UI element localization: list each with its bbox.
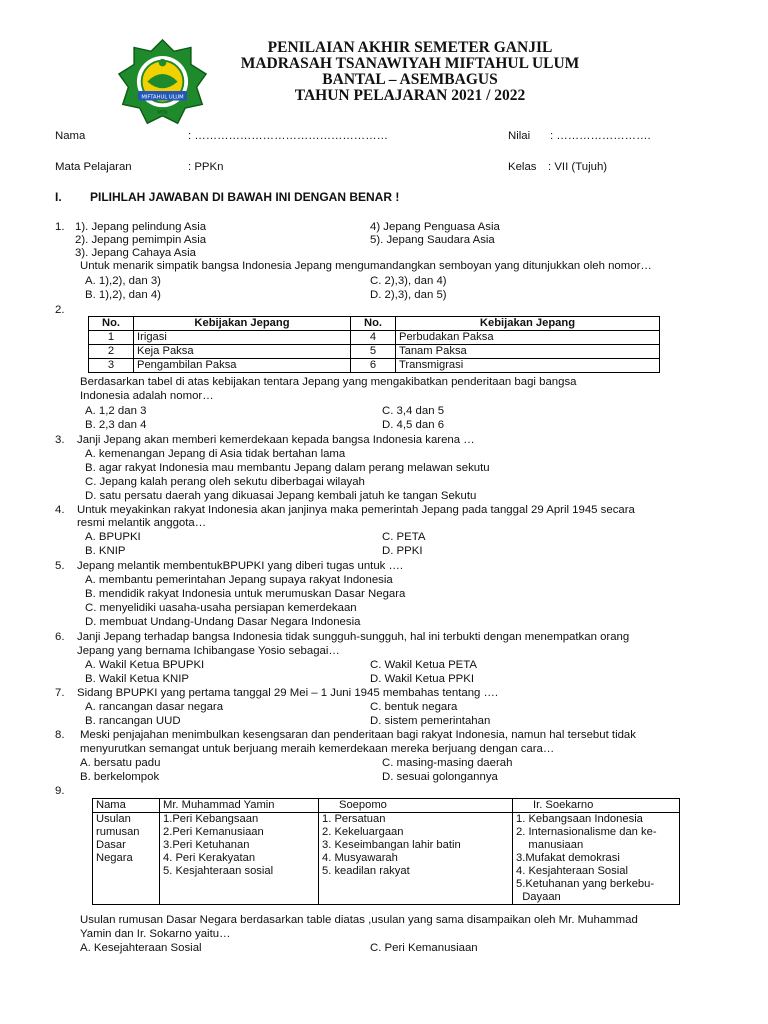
class-label: Kelas xyxy=(508,161,537,173)
q2-option-d[interactable]: D. 4,5 dan 6 xyxy=(382,419,445,431)
soepomo-proposal-cell xyxy=(319,813,513,905)
yamin-proposal-cell xyxy=(160,813,319,905)
q2-text-line1: Berdasarkan tabel di atas kebijakan tentara Jepang yang mengakibatkan penderitaan bagi bangsa xyxy=(80,376,577,388)
q3-text: Janji Jepang akan memberi kemerdekaan kepada bangsa Indonesia karena … xyxy=(77,434,475,446)
header-year: TAHUN PELAJARAN 2021 / 2022 xyxy=(294,87,526,104)
q9-text-line2: Yamin dan Ir. Sokarno yaitu… xyxy=(80,928,231,940)
list-item: 2. Internasionalisme dan ke- xyxy=(516,826,657,838)
q2-number: 2. xyxy=(55,304,65,316)
q8-option-c[interactable]: C. masing-masing daerah xyxy=(382,757,513,769)
table-cell: 1 xyxy=(89,331,134,345)
table-cell: Pengambilan Paksa xyxy=(134,359,351,373)
table-cell: Transmigrasi xyxy=(396,359,660,373)
q5-option-a[interactable]: A. membantu pemerintahan Jepang supaya rakyat Indonesia xyxy=(85,574,393,586)
row-label-line: Negara xyxy=(96,852,133,864)
q8-option-a[interactable]: A. bersatu padu xyxy=(80,757,161,769)
table-cell: 4 xyxy=(351,331,396,345)
list-item: Dayaan xyxy=(516,891,561,903)
table-cell: Keja Paksa xyxy=(134,345,351,359)
proposal-table xyxy=(92,798,680,905)
q7-text: Sidang BPUPKI yang pertama tanggal 29 Mei – 1 Juni 1945 membahas tentang …. xyxy=(77,687,499,699)
q8-text-line2: menyurutkan semangat untuk berjuang meraih kemerdekaan mereka berjuang dengan cara… xyxy=(80,743,555,755)
q9-option-c[interactable]: C. Peri Kemanusiaan xyxy=(370,942,478,954)
q9-text-line1: Usulan rumusan Dasar Negara berdasarkan table diatas ,usulan yang sama disampaikan oleh Mr. Muhammad xyxy=(80,914,638,926)
table-row xyxy=(89,345,660,359)
table-cell: 3 xyxy=(89,359,134,373)
q6-option-b[interactable]: B. Wakil Ketua KNIP xyxy=(85,673,190,685)
school-emblem-icon xyxy=(115,38,210,128)
q4-text-line2: resmi melantik anggota… xyxy=(77,517,207,529)
q8-number: 8. xyxy=(55,729,65,741)
q8-option-d[interactable]: D. sesuai golongannya xyxy=(382,771,498,783)
list-item: 5. Kesjahteraan sosial xyxy=(163,865,274,877)
table-cell: Tanam Paksa xyxy=(396,345,660,359)
table-cell: 6 xyxy=(351,359,396,373)
row-label-line: Usulan xyxy=(96,813,131,825)
q2-option-c[interactable]: C. 3,4 dan 5 xyxy=(382,405,445,417)
q4-text-line1: Untuk meyakinkan rakyat Indonesia akan janjinya maka pemerintah Jepang pada tanggal 29 April 1945 secara xyxy=(77,504,635,516)
q1-text: Untuk menarik simpatik bangsa Indonesia Jepang mengumandangkan semboyan yang ditunjukkan oleh nomor… xyxy=(80,260,652,272)
header-title: PENILAIAN AKHIR SEMETER GANJIL xyxy=(267,39,553,56)
svg-text:MIFTAHUL ULUM: MIFTAHUL ULUM xyxy=(141,94,184,101)
q9-number: 9. xyxy=(55,785,65,797)
list-item: 4. Peri Kerakyatan xyxy=(163,852,256,864)
q6-option-c[interactable]: C. Wakil Ketua PETA xyxy=(370,659,477,671)
list-item: 1.Peri Kebangsaan xyxy=(163,813,259,825)
q3-number: 3. xyxy=(55,434,65,446)
q1-option-a[interactable]: A. 1),2), dan 3) xyxy=(85,275,161,287)
list-item: 3.Peri Ketuhanan xyxy=(163,839,250,851)
q6-text-line1: Janji Jepang terhadap bangsa Indonesia tidak sungguh-sungguh, hal ini terbukti dengan menempatkan orang xyxy=(77,631,630,643)
list-item: manusiaan xyxy=(516,839,584,851)
q1-option-b[interactable]: B. 1),2), dan 4) xyxy=(85,289,161,301)
table-header: Mr. Muhammad Yamin xyxy=(160,799,319,813)
q1-statement-2: 2). Jepang pemimpin Asia xyxy=(75,234,207,246)
q2-option-a[interactable]: A. 1,2 dan 3 xyxy=(85,405,147,417)
q7-option-c[interactable]: C. bentuk negara xyxy=(370,701,458,713)
svg-text:MTs: MTs xyxy=(157,109,168,116)
table-header-row xyxy=(89,317,660,331)
q6-text-line2: Jepang yang bernama Ichibangase Yosio sebagai… xyxy=(77,645,340,657)
q7-option-d[interactable]: D. sistem pemerintahan xyxy=(370,715,491,727)
exam-header xyxy=(200,40,620,104)
policy-table xyxy=(88,316,660,373)
list-item: 2. Kekeluargaan xyxy=(322,826,404,838)
table-cell: 5 xyxy=(351,345,396,359)
table-cell: Irigasi xyxy=(134,331,351,345)
list-item: 1. Persatuan xyxy=(322,813,386,825)
q5-option-b[interactable]: B. mendidik rakyat Indonesia untuk merumuskan Dasar Negara xyxy=(85,588,406,600)
class-value: : VII (Tujuh) xyxy=(548,161,608,173)
list-item: 2.Peri Kemanusiaan xyxy=(163,826,264,838)
table-header-row xyxy=(93,799,680,813)
table-row xyxy=(93,813,680,905)
subject-label: Mata Pelajaran xyxy=(55,161,132,173)
q4-option-b[interactable]: B. KNIP xyxy=(85,545,126,557)
list-item: 5.Ketuhanan yang berkebu- xyxy=(516,878,655,890)
q9-option-a[interactable]: A. Kesejahteraan Sosial xyxy=(80,942,202,954)
q4-option-a[interactable]: A. BPUPKI xyxy=(85,531,141,543)
q8-text-line1: Meski penjajahan menimbulkan kesengsaran dan penderitaan bagi rakyat Indonesia, namun hal tersebut tidak xyxy=(80,729,636,741)
q1-number: 1. xyxy=(55,221,65,233)
table-header: Ir. Soekarno xyxy=(513,799,680,813)
q2-option-b[interactable]: B. 2,3 dan 4 xyxy=(85,419,147,431)
q7-number: 7. xyxy=(55,687,65,699)
row-label-line: rumusan xyxy=(96,826,140,838)
list-item: 1. Kebangsaan Indonesia xyxy=(516,813,643,825)
q7-option-b[interactable]: B. rancangan UUD xyxy=(85,715,181,727)
q5-option-c[interactable]: C. menyelidiki uasaha-usaha persiapan kemerdekaan xyxy=(85,602,357,614)
q6-number: 6. xyxy=(55,631,65,643)
q3-option-b[interactable]: B. agar rakyat Indonesia mau membantu Jepang dalam perang melawan sekutu xyxy=(85,462,490,474)
name-field[interactable]: : …………………………………………… xyxy=(188,130,388,142)
q3-option-d[interactable]: D. satu persatu daerah yang dikuasai Jepang kembali jatuh ke tangan Sekutu xyxy=(85,490,477,502)
q5-option-d[interactable]: D. membuat Undang-Undang Dasar Negara Indonesia xyxy=(85,616,361,628)
list-item: 4. Kesjahteraan Sosial xyxy=(516,865,628,877)
table-header: No. xyxy=(351,317,396,331)
q4-number: 4. xyxy=(55,504,65,516)
q1-option-c[interactable]: C. 2),3), dan 4) xyxy=(370,275,447,287)
table-header: Nama xyxy=(93,799,160,813)
q5-number: 5. xyxy=(55,560,65,572)
q5-text: Jepang melantik membentukBPUPKI yang diberi tugas untuk …. xyxy=(77,560,404,572)
list-item: 4. Musyawarah xyxy=(322,852,398,864)
score-label: Nilai xyxy=(508,130,531,142)
section-number: I. xyxy=(55,190,62,204)
table-cell: Perbudakan Paksa xyxy=(396,331,660,345)
q1-statement-4: 4) Jepang Penguasa Asia xyxy=(370,221,500,233)
q7-option-a[interactable]: A. rancangan dasar negara xyxy=(85,701,224,713)
table-row xyxy=(89,331,660,345)
table-cell: 2 xyxy=(89,345,134,359)
q8-option-b[interactable]: B. berkelompok xyxy=(80,771,160,783)
subject-value: : PPKn xyxy=(188,161,224,173)
soekarno-proposal-cell xyxy=(513,813,680,905)
row-label-cell xyxy=(93,813,160,905)
table-row xyxy=(89,359,660,373)
q6-option-a[interactable]: A. Wakil Ketua BPUPKI xyxy=(85,659,205,671)
q1-statement-3: 3). Jepang Cahaya Asia xyxy=(75,247,196,259)
row-label-line: Dasar xyxy=(96,839,126,851)
list-item: 3.Mufakat demokrasi xyxy=(516,852,620,864)
q3-option-a[interactable]: A. kemenangan Jepang di Asia tidak bertahan lama xyxy=(85,448,346,460)
q6-option-d[interactable]: D. Wakil Ketua PPKI xyxy=(370,673,475,685)
header-location: BANTAL – ASEMBAGUS xyxy=(322,71,498,88)
list-item: 3. Keseimbangan lahir batin xyxy=(322,839,461,851)
section-title: PILIHLAH JAWABAN DI BAWAH INI DENGAN BENAR ! xyxy=(90,190,400,204)
q1-statement-1: 1). Jepang pelindung Asia xyxy=(75,221,207,233)
table-header: Kebijakan Jepang xyxy=(134,317,351,331)
table-header: Kebijakan Jepang xyxy=(396,317,660,331)
q2-text-line2: Indonesia adalah nomor… xyxy=(80,390,214,402)
list-item: 5. keadilan rakyat xyxy=(322,865,410,877)
header-school: MADRASAH TSANAWIYAH MIFTAHUL ULUM xyxy=(240,55,580,72)
q1-statement-5: 5). Jepang Saudara Asia xyxy=(370,234,495,246)
q4-option-d[interactable]: D. PPKI xyxy=(382,545,423,557)
score-field[interactable]: : ……………………. xyxy=(550,130,651,142)
q3-option-c[interactable]: C. Jepang kalah perang oleh sekutu diberbagai wilayah xyxy=(85,476,365,488)
table-header: No. xyxy=(89,317,134,331)
q1-option-d[interactable]: D. 2),3), dan 5) xyxy=(370,289,447,301)
table-header: Soepomo xyxy=(319,799,513,813)
q4-option-c[interactable]: C. PETA xyxy=(382,531,426,543)
name-label: Nama xyxy=(55,130,86,142)
